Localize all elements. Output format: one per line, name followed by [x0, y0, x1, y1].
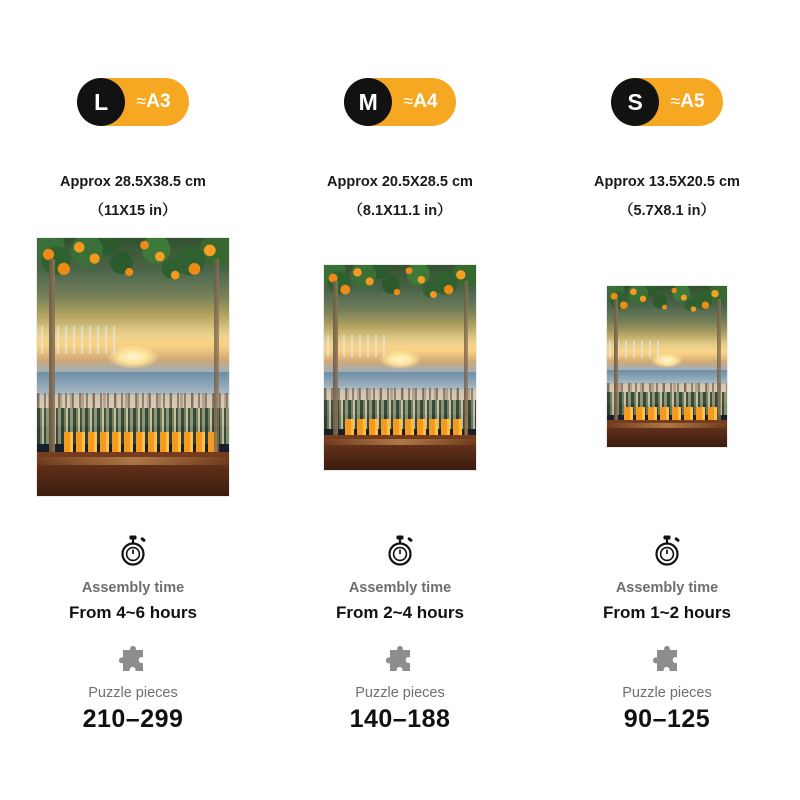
stopwatch-icon [383, 534, 417, 573]
approx-symbol: ≈ [403, 91, 414, 111]
assembly-time-value-small: From 1~2 hours [602, 603, 731, 622]
stopwatch-icon [650, 534, 684, 573]
assembly-time-block-small [603, 534, 731, 623]
size-format-medium [403, 91, 437, 113]
puzzle-piece-icon [117, 645, 149, 680]
artwork-wrapper-small [607, 238, 727, 498]
approx-symbol: ≈ [670, 91, 681, 111]
puzzle-pieces-label-medium: Puzzle pieces [355, 685, 445, 701]
puzzle-pieces-label-large: Puzzle pieces [88, 685, 178, 701]
artwork-post-right [214, 259, 220, 453]
size-badge-large [77, 78, 188, 126]
puzzle-pieces-block-small [622, 645, 711, 734]
assembly-time-value-medium: From 2~4 hours [335, 603, 464, 622]
assembly-time-block-medium [336, 534, 464, 623]
puzzle-pieces-value-small: 90–125 [623, 705, 711, 733]
artwork-counter-shine [607, 423, 727, 428]
stopwatch-icon [116, 534, 150, 573]
size-letter-medium: M [344, 78, 392, 126]
assembly-time-block-large [69, 534, 197, 623]
dimensions-in-large: （11X15 in） [89, 203, 177, 219]
size-option-small[interactable] [534, 0, 800, 800]
size-format-large [136, 91, 170, 113]
size-badge-medium [344, 78, 455, 126]
size-option-large[interactable] [0, 0, 266, 800]
artwork-counter-shine [37, 457, 229, 465]
artwork-post-left [49, 259, 56, 453]
dimensions-in-medium: （8.1X11.1 in） [348, 203, 452, 219]
artwork-counter-shine [324, 439, 476, 445]
artwork-post-left [614, 299, 618, 420]
paper-format-large: A3 [146, 91, 171, 112]
assembly-time-label-medium: Assembly time [348, 580, 452, 596]
assembly-time-value-large: From 4~6 hours [68, 603, 197, 622]
size-letter-small: S [611, 78, 659, 126]
size-option-medium[interactable] [267, 0, 533, 800]
artwork-wrapper-large [37, 238, 229, 498]
artwork-crowd [607, 383, 727, 393]
approx-symbol: ≈ [136, 91, 147, 111]
artwork-crowd [37, 393, 229, 408]
dimensions-cm-small: Approx 13.5X20.5 cm [594, 174, 740, 190]
dimensions-cm-large: Approx 28.5X38.5 cm [60, 174, 206, 190]
paper-format-small: A5 [680, 91, 705, 112]
artwork-medium[interactable] [324, 265, 476, 470]
artwork-post-right [464, 281, 469, 435]
paper-format-medium: A4 [413, 91, 438, 112]
puzzle-pieces-label-small: Puzzle pieces [622, 685, 712, 701]
artwork-post-right [717, 299, 721, 420]
artwork-wrapper-medium [324, 238, 476, 498]
puzzle-pieces-block-medium [350, 645, 451, 734]
puzzle-piece-icon [384, 645, 416, 680]
assembly-time-label-small: Assembly time [615, 580, 719, 596]
dimensions-in-small: （5.7X8.1 in） [619, 203, 715, 219]
size-badge-small [611, 78, 722, 126]
assembly-time-label-large: Assembly time [81, 580, 185, 596]
size-letter-large: L [77, 78, 125, 126]
puzzle-piece-icon [651, 645, 683, 680]
size-format-small [670, 91, 704, 113]
puzzle-pieces-value-medium: 140–188 [349, 705, 451, 733]
puzzle-pieces-value-large: 210–299 [82, 705, 184, 733]
artwork-crowd [324, 388, 476, 400]
artwork-large[interactable] [37, 238, 229, 496]
artwork-small[interactable] [607, 286, 727, 447]
dimensions-cm-medium: Approx 20.5X28.5 cm [327, 174, 473, 190]
artwork-post-left [333, 281, 338, 435]
puzzle-pieces-block-large [83, 645, 184, 734]
